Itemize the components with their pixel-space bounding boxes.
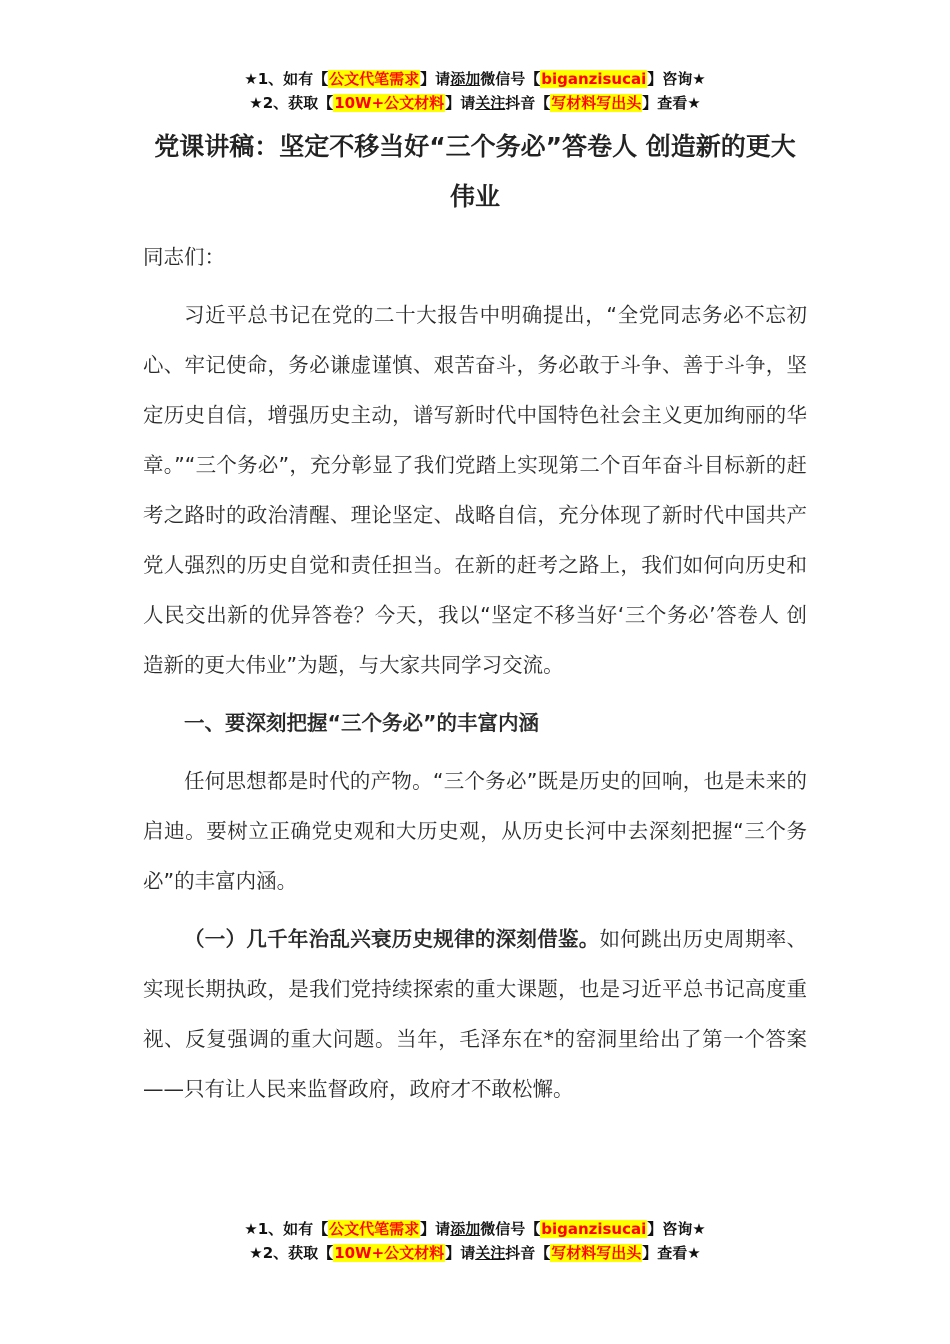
document-title: 党课讲稿：坚定不移当好“三个务必”答卷人 创造新的更大伟业 xyxy=(154,132,796,211)
banner-line-1 xyxy=(0,67,950,91)
underlined-add: 添加 xyxy=(450,70,481,88)
banner-text: 抖音【 xyxy=(505,94,551,112)
greeting: 同志们： xyxy=(143,245,225,269)
banner-text: 抖音【 xyxy=(505,1244,551,1262)
subsection-body-1: 如何跳出历史周期率、实现长期执政，是我们党持续探索的重大课题，也是习近平总书记高度重视、反复强调的重大问题。当年，毛泽东在*的窑洞里给出了第一个答案——只有让人民来监督政府，政府才不敢松懈。 xyxy=(143,927,808,1101)
underlined-add: 添加 xyxy=(450,1220,481,1238)
highlight-materials: 10W+公文材料 xyxy=(334,1244,445,1262)
banner-text: ★2、获取【 xyxy=(249,1244,334,1262)
document-body xyxy=(143,232,807,1114)
banner-line-1 xyxy=(0,1217,950,1241)
banner-text: 】咨询★ xyxy=(647,70,706,88)
highlight-wechat-id: biganzisucai xyxy=(541,1220,647,1238)
banner-text: 】咨询★ xyxy=(647,1220,706,1238)
banner-text: 】请 xyxy=(420,1220,451,1238)
paragraph-intro: 习近平总书记在党的二十大报告中明确提出，“全党同志务必不忘初心、牢记使命，务必谦虚谨慎、艰苦奋斗，务必敢于斗争、善于斗争，坚定历史自信，增强历史主动，谱写新时代中国特色社会主义更加绚丽的华章。”“三个务必”，充分彰显了我们党踏上实现第二个百年奋斗目标新的赶考之路时的政治清醒、理论坚定、战略自信，充分体现了新时代中国共产党人强烈的历史自觉和责任担当。在新的赶考之路上，我们如何向历史和人民交出新的优异答卷？今天，我以“坚定不移当好‘三个务必’答卷人 创造新的更大伟业”为题，与大家共同学习交流。 xyxy=(143,303,807,677)
underlined-follow: 关注 xyxy=(475,94,506,112)
header-banner xyxy=(0,67,950,115)
highlight-douyin-account: 写材料写出头 xyxy=(551,94,642,112)
highlight-wechat-id: biganzisucai xyxy=(541,70,647,88)
paragraph-subsection-1 xyxy=(143,914,807,1114)
banner-text: 】请 xyxy=(445,1244,476,1262)
highlight-writing-service: 公文代笔需求 xyxy=(329,1220,420,1238)
banner-text: 微信号【 xyxy=(480,70,541,88)
banner-line-2 xyxy=(0,1241,950,1265)
banner-text: 微信号【 xyxy=(480,1220,541,1238)
highlight-materials: 10W+公文材料 xyxy=(334,94,445,112)
paragraph-section-1: 任何思想都是时代的产物。“三个务必”既是历史的回响，也是未来的启迪。要树立正确党史观和大历史观，从历史长河中去深刻把握“三个务必”的丰富内涵。 xyxy=(143,769,807,893)
banner-text: ★2、获取【 xyxy=(249,94,334,112)
banner-text: 】查看★ xyxy=(642,1244,701,1262)
banner-text: 】请 xyxy=(445,94,476,112)
highlight-writing-service: 公文代笔需求 xyxy=(329,70,420,88)
banner-text: ★1、如有【 xyxy=(244,70,329,88)
section-heading-1: 一、要深刻把握“三个务必”的丰富内涵 xyxy=(184,711,539,735)
underlined-follow: 关注 xyxy=(475,1244,506,1262)
banner-line-2 xyxy=(0,91,950,115)
highlight-douyin-account: 写材料写出头 xyxy=(551,1244,642,1262)
banner-text: 】请 xyxy=(420,70,451,88)
banner-text: ★1、如有【 xyxy=(244,1220,329,1238)
footer-banner xyxy=(0,1217,950,1265)
subsection-heading-1: （一）几千年治乱兴衰历史规律的深刻借鉴。 xyxy=(184,927,600,951)
banner-text: 】查看★ xyxy=(642,94,701,112)
